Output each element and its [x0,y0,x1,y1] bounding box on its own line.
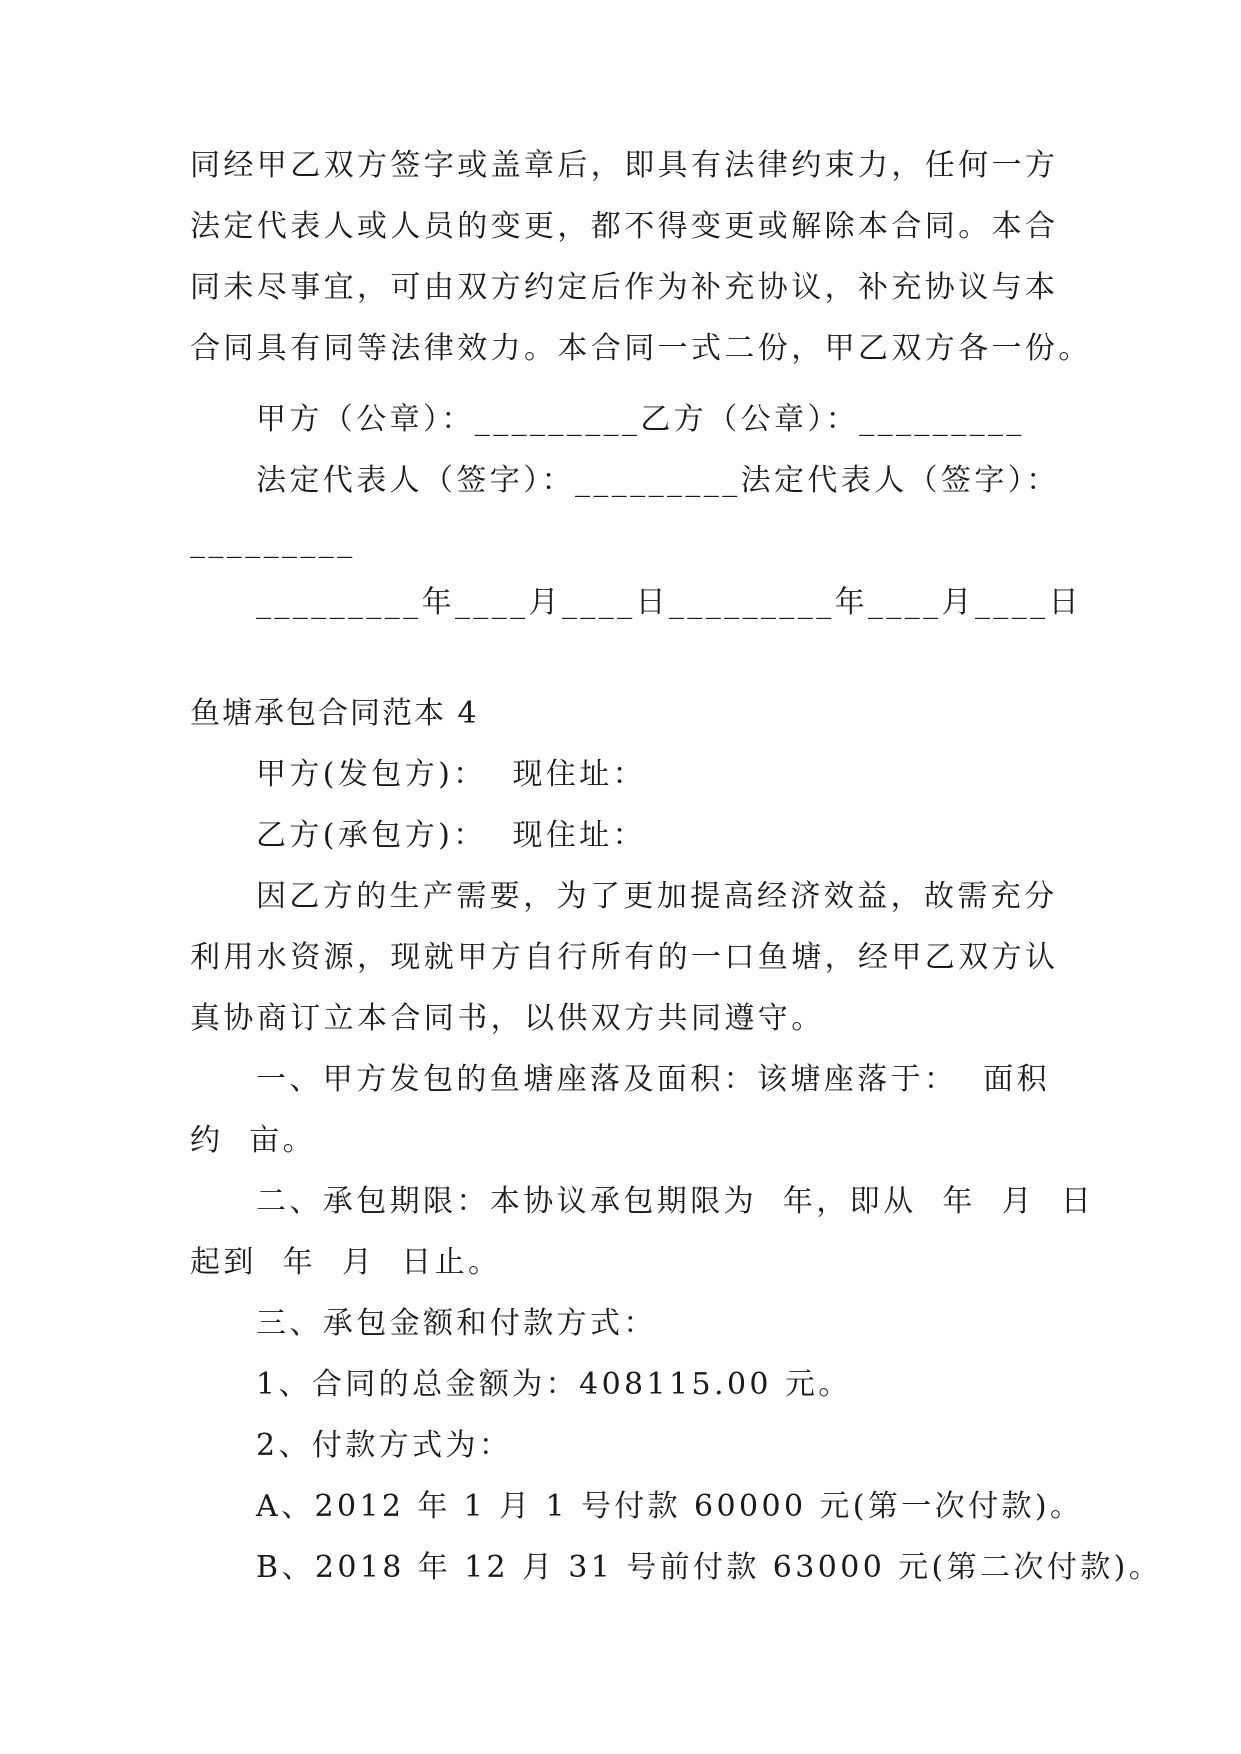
clause-line: 三、承包金额和付款方式： [256,1306,657,1341]
paragraph-line: 法定代表人或人员的变更，都不得变更或解除本合同。本合 [190,209,1059,244]
party-seal-line: 甲方（公章）：_________乙方（公章）：_________ [256,402,1025,437]
paragraph-line: 利用水资源，现就甲方自行所有的一口鱼塘，经甲乙双方认 [190,940,1059,975]
paragraph-line: 真协商订立本合同书，以供双方共同遵守。 [190,1001,825,1036]
clause-line: 2、付款方式为： [256,1428,513,1463]
clause-line: 1、合同的总金额为：408115.00 元。 [256,1367,852,1402]
clause-line: 起到 年 月 日止。 [190,1245,502,1280]
payment-line: B、2018 年 12 月 31 号前付款 63000 元(第二次付款)。 [256,1550,1163,1585]
clause-line: 二、承包期限：本协议承包期限为 年，即从 年 月 日 [256,1184,1095,1219]
paragraph-line: 同未尽事宜，可由双方约定后作为补充协议，补充协议与本 [190,270,1059,305]
section-title: 鱼塘承包合同范本 4 [190,696,479,731]
paragraph-line: 同经甲乙双方签字或盖章后，即具有法律约束力，任何一方 [190,148,1059,183]
paragraph-line: 合同具有同等法律效力。本合同一式二份，甲乙双方各一份。 [190,331,1092,366]
date-line: _________年____月____日_________年____月____日 [256,585,1082,620]
clause-line: 一、甲方发包的鱼塘座落及面积：该塘座落于： 面积 [256,1062,1051,1097]
party-a-line: 甲方(发包方)： 现住址： [256,757,647,792]
signature-blank: _________ [190,524,356,559]
paragraph-line: 因乙方的生产需要，为了更加提高经济效益，故需充分 [256,879,1058,914]
clause-line: 约 亩。 [190,1123,317,1158]
party-b-line: 乙方(承包方)： 现住址： [256,818,647,853]
payment-line: A、2012 年 1 月 1 号付款 60000 元(第一次付款)。 [256,1489,1084,1524]
legal-rep-signature-line: 法定代表人（签字）：_________法定代表人（签字）： [256,463,1060,498]
